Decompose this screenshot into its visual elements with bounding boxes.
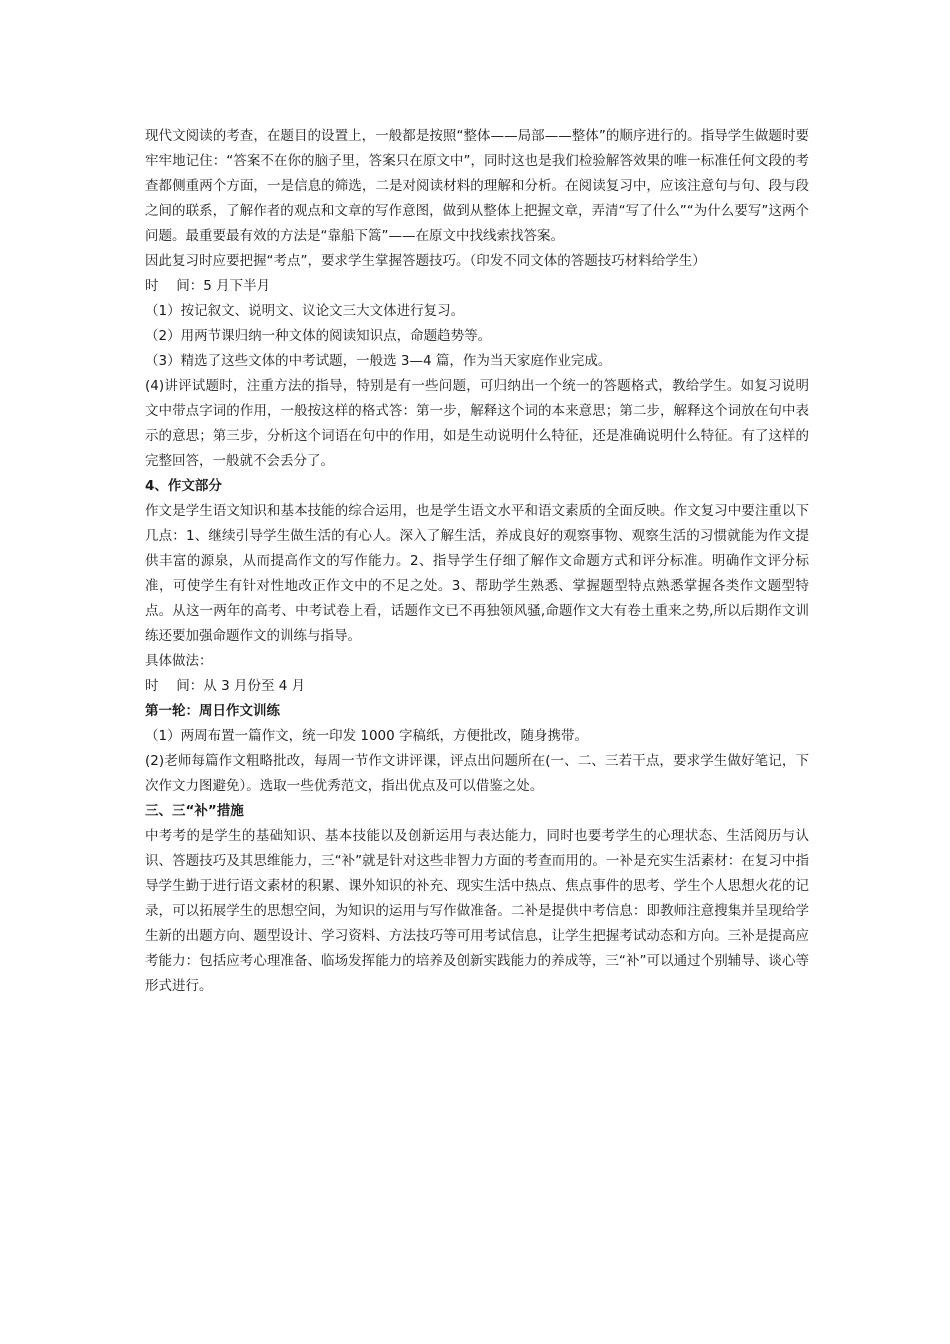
composition-paragraph: 作文是学生语文知识和基本技能的综合运用，也是学生语文水平和语文素质的全面反映。作文复习中要注重以下几点：1、继续引导学生做生活的有心人。深入了解生活，养成良好的观察事物、观察生活的习惯就能为作文提供丰富的源泉，从而提高作文的写作能力。2、指导学生仔细了解作文命题方式和评分标准。明确作文评分标准，可使学生有针对性地改正作文中的不足之处。3、帮助学生熟悉、掌握题型特点熟悉掌握各类作文题型特点。从这一两年的高考、中考试卷上看，话题作文已不再独领风骚,命题作文大有卷土重来之势,所以后期作文训练还要加强命题作文的训练与指导。 — [145, 503, 809, 644]
review-focus-paragraph: 因此复习时应要把握“考点”，要求学生掌握答题技巧。（印发不同文体的答题技巧材料给学生） — [145, 253, 706, 269]
writing-step-2: (2)老师每篇作文粗略批改，每周一节作文讲评课，评点出问题所在(一、二、三若干点，要求学生做好笔记，下次作文力图避免）。选取一些优秀范文，指出优点及可以借鉴之处。 — [145, 753, 809, 794]
reading-step-1: （1）按记叙文、说明文、议论文三大文体进行复习。 — [145, 303, 465, 319]
specific-methods-label: 具体做法： — [145, 653, 213, 669]
three-supplements-paragraph: 中考考的是学生的基础知识、基本技能以及创新运用与表达能力，同时也要考学生的心理状态、生活阅历与认识、答题技巧及其思维能力，三“补”就是针对这些非智力方面的考查而用的。一补是充实生活素材：在复习中指导学生勤于进行语文素材的积累、课外知识的补充、现实生活中热点、焦点事件的思考、学生个人思想火花的记录，可以拓展学生的思想空间，为知识的运用与写作做准备。二补是提供中考信息：即教师注意搜集并呈现给学生新的出题方向、题型设计、学习资料、方法技巧等可用考试信息，让学生把握考试动态和方向。三补是提高应考能力：包括应考心理准备、临场发挥能力的培养及创新实践能力的养成等，三“补”可以通过个别辅导、谈心等形式进行。 — [145, 828, 809, 994]
reading-step-4: (4)讲评试题时，注重方法的指导，特别是有一些问题，可归纳出一个统一的答题格式，教给学生。如复习说明文中带点字词的作用，一般按这样的格式答：第一步，解释这个词的本来意思；第二步，解释这个词放在句中表示的意思；第三步，分析这个词语在句中的作用，如是生动说明什么特征，还是准确说明什么特征。有了这样的完整回答，一般就不会丢分了。 — [145, 378, 809, 469]
reading-time-line: 时 间：5 月下半月 — [145, 278, 271, 294]
reading-step-3: （3）精选了这些文体的中考试题，一般选 3—4 篇，作为当天家庭作业完成。 — [145, 353, 612, 369]
composition-section-heading: 4、作文部分 — [145, 478, 222, 494]
composition-time-line: 时 间：从 3 月份至 4 月 — [145, 678, 306, 694]
three-supplements-heading: 三、三“补”措施 — [145, 803, 244, 819]
reading-intro-paragraph: 现代文阅读的考查，在题目的设置上，一般都是按照“整体——局部——整体”的顺序进行的。指导学生做题时要牢牢地记住：“答案不在你的脑子里，答案只在原文中”，同时这也是我们检验解答效果的唯一标准任何文段的考查都侧重两个方面，一是信息的筛选，二是对阅读材料的理解和分析。在阅读复习中，应该注意句与句、段与段之间的联系，了解作者的观点和文章的写作意图，做到从整体上把握文章，弄清“写了什么”“为什么要写”这两个问题。最重要最有效的方法是“靠船下篙”——在原文中找线索找答案。 — [145, 128, 809, 244]
writing-step-1: （1）两周布置一篇作文，统一印发 1000 字稿纸，方便批改，随身携带。 — [145, 728, 589, 744]
document-page — [145, 124, 809, 999]
reading-step-2: （2）用两节课归纳一种文体的阅读知识点，命题趋势等。 — [145, 328, 492, 344]
round-one-heading: 第一轮：周日作文训练 — [145, 703, 280, 719]
